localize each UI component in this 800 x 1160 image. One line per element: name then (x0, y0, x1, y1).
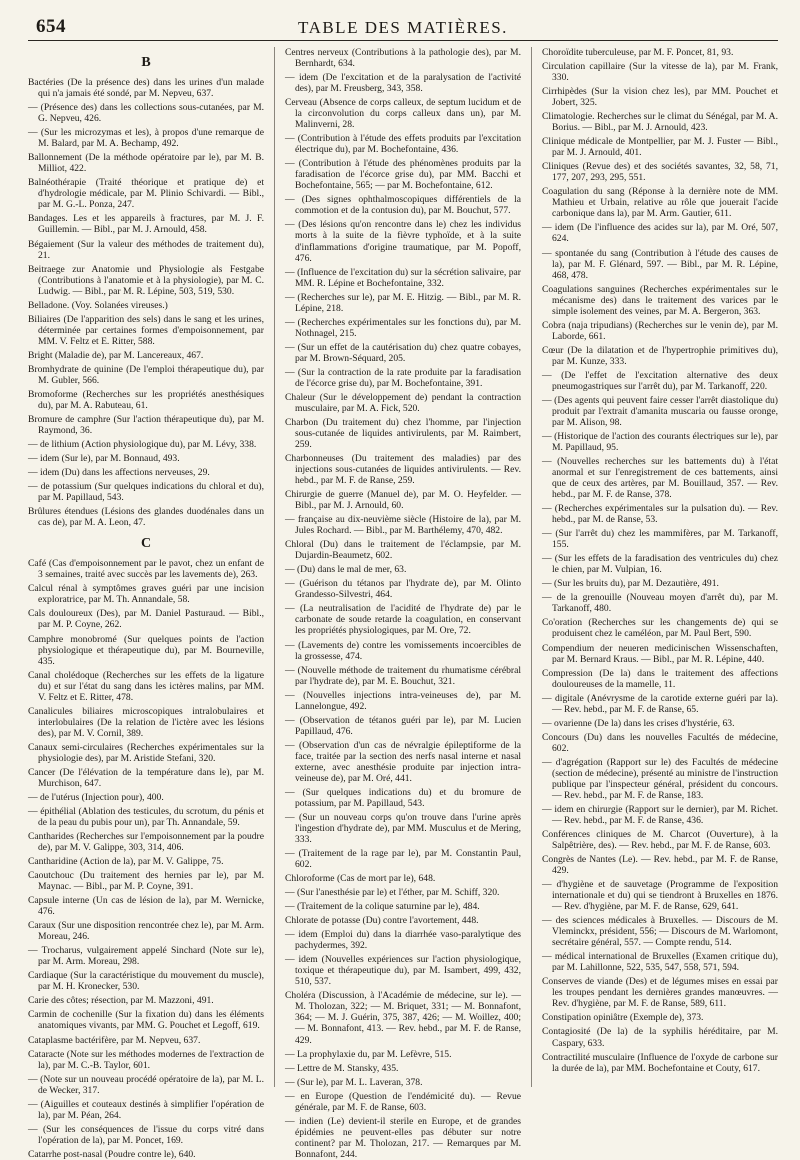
index-entry: — (Aiguilles et couteaux destinés à simplifier l'opération de la), par M. Péan, 264. (28, 1098, 264, 1121)
index-entry: — idem (De l'excitation et de la paralysation de l'activité des), par M. Freusberg, 343, 358. (285, 72, 521, 95)
index-entry: Choléra (Discussion, à l'Académie de médecine, sur le). — M. Tholozan, 322; — M. Briquet, 331; — M. Bonnafont, 364; — M. J. Guérin, 375, 387, 426; — M. Woillez, 400; — M. Bonnafont, 413. — Rev. hebd., par M. F. de Ranse, 429. (285, 990, 521, 1046)
index-entry: — (Note sur un nouveau procédé opératoire de la), par M. L. de Wecker, 317. (28, 1073, 264, 1096)
index-entry: Compendium der neueren medicinischen Wissenschaften, par M. Bernard Kraus. — Bibl., par M. R. Lépine, 440. (542, 642, 778, 665)
index-entry: — (Lavements de) contre les vomissements incoercibles de la grossesse, 474. (285, 639, 521, 662)
index-entry: — idem (Sur le), par M. Bonnaud, 493. (28, 453, 180, 465)
index-entry: — (Recherches sur le), par M. E. Hitzig. — Bibl., par M. R. Lépine, 218. (285, 291, 521, 314)
page-number: 654 (36, 16, 66, 37)
index-entry: — digitale (Anévrysme de la carotide externe guéri par la). — Rev. hebd., par M. F. de Ranse, 65. (542, 692, 778, 715)
index-entry: — de lithium (Action physiologique du), par M. Lévy, 338. (28, 439, 257, 450)
index-entry: — (Présence des) dans les collections sous-cutanées, par M. G. Nepveu, 426. (28, 102, 264, 125)
index-entry: Clinique médicale de Montpellier, par M. J. Fuster — Bibl., par M. J. Arnould, 401. (542, 136, 778, 159)
index-entry: — (Nouvelles recherches sur les battements du) à l'état anormal et sur l'enregistrement de ces battements, ainsi que de ceux des artères, par M. Bouillaud, 357. — Rev. hebd., par M. F. de Ranse, 378. (542, 456, 778, 501)
index-entry: — idem en chirurgie (Rapport sur le dernier), par M. Richet. — Rev. hebd., par M. F. de Ranse, 436. (542, 803, 778, 826)
index-entry: — (Des agents qui peuvent faire cesser l'arrêt diastolique du) produit par l'extrait d'amanita muscaria ou fausse oronge, par M. Alison, 98. (542, 394, 778, 428)
index-entry: Chaleur (Sur le développement de) pendant la contraction musculaire, par M. A. Fick, 520. (285, 391, 521, 414)
index-entry: — (Observation de tétanos guéri par le), par M. Lucien Papillaud, 476. (285, 714, 521, 737)
index-column-2 (285, 47, 521, 1160)
index-entry: Canal cholédoque (Recherches sur les effets de la ligature du) et sur l'état du sang dans les ictères malins, par MM. V. Feltz et E. Ritter, 478. (28, 669, 264, 703)
index-entry: Contractilité musculaire (Influence de l'oxyde de carbone sur la durée de la), par MM. Bochefontaine et Couty, 617. (542, 1051, 778, 1074)
index-entry: Conférences cliniques de M. Charcot (Ouverture), à la Salpêtrière, des). — Rev. hebd., par M. F. de Ranse, 603. (542, 828, 778, 851)
index-entry: — (Sur un effet de la cautérisation du) chez quatre cobayes, par M. Brown-Séquard, 205. (285, 341, 521, 364)
index-entry: Bromhydrate de quinine (De l'emploi thérapeutique du), par M. Gubler, 566. (28, 363, 264, 386)
index-entry: — d'agrégation (Rapport sur le) des Facultés de médecine (section de médecine), présenté au ministre de l'instruction publique par l'inspecteur général, président du concours. — Rev. hebd., par M. F. de Ranse, 183. (542, 756, 778, 801)
index-entry: — (Des signes ophthalmoscopiques différentiels de la commotion et de la contusion du), par M. Bouchut, 577. (285, 194, 521, 217)
index-entry: Beitraege zur Anatomie und Physiologie als Festgabe (Contributions à l'anatomie et à la physiologie), par M. C. Ludwig. — Bibl., par M. R. Lépine, 503, 519, 530. (28, 263, 264, 297)
index-entry: — (La neutralisation de l'acidité de l'hydrate de) par le carbonate de soude retarde la coagulation, en conservant les propriétés physiologiques, par M. Ore, 72. (285, 603, 521, 637)
index-entry: Caraux (Sur une disposition rencontrée chez le), par M. Arm. Moreau, 246. (28, 920, 264, 943)
index-entry: — de l'utérus (Injection pour), 400. (28, 791, 164, 803)
index-entry: Contagiosité (De la) de la syphilis héréditaire, par M. Caspary, 633. (542, 1026, 778, 1049)
index-entry: — d'hygiène et de sauvetage (Programme de l'exposition internationale et du) qui se tiendront à Bruxelles en 1876. — Rev. d'hygiène, par M. F. de Ranse, 629, 641. (542, 879, 778, 913)
index-entry: Cœur (De la dilatation et de l'hypertrophie primitives du), par M. Kunze, 333. (542, 344, 778, 367)
index-entry: — (Sur l'arrêt du) chez les mammifères, par M. Tarkanoff, 155. (542, 528, 778, 551)
index-entry: — (Sur quelques indications du) et du bromure de potassium, par M. Papillaud, 543. (285, 786, 521, 809)
index-entry: Compression (De la) dans le traitement des affections douloureuses de la mamelle, 11. (542, 667, 778, 690)
index-entry: Centres nerveux (Contributions à la pathologie des), par M. Bernhardt, 634. (285, 47, 521, 70)
index-entry: Bactéries (De la présence des) dans les urines d'un malade qui n'a jamais été sondé, par M. Nepveu, 637. (28, 77, 264, 100)
index-column-1 (28, 47, 264, 1160)
index-entry: — idem (Du) dans les affections nerveuses, 29. (28, 467, 210, 479)
index-entry: Biliaires (De l'apparition des sels) dans le sang et les urines, déterminée par certaines formes d'empoisonnement, par MM. V. Feltz et E. Ritter, 588. (28, 313, 264, 347)
index-entry: Choroïdite tuberculeuse, par M. F. Poncet, 81, 93. (542, 47, 734, 58)
index-entry: Balnéothérapie (Traité théorique et pratique de) et d'hydrologie médicale, par M. Plinio Schivardi. — Bibl., par M. G.-L. Ponza, 247. (28, 177, 264, 211)
index-entry: Carie des côtes; résection, par M. Mazzoni, 491. (28, 995, 214, 1007)
index-entry: Concours (Du) dans les nouvelles Facultés de médecine, 602. (542, 731, 778, 754)
index-entry: Cerveau (Absence de corps calleux, de septum lucidum et de la circonvolution du corps calleux dans un), par M. Malinverni, 28. (285, 97, 521, 131)
index-entry: Cobra (naja tripudians) (Recherches sur le venin de), par M. Laborde, 661. (542, 319, 778, 342)
letter-heading: B (141, 55, 151, 70)
index-entry: — (Sur le), par M. L. Laveran, 378. (285, 1076, 423, 1088)
index-entry: — française au dix-neuvième siècle (Histoire de la), par M. Jules Rochard. — Bibl., par M. Barthélemy, 470, 482. (285, 514, 521, 537)
index-entry: Chloroforme (Cas de mort par le), 648. (285, 873, 436, 885)
index-entry: Chlorate de potasse (Du) contre l'avortement, 448. (285, 915, 479, 927)
index-entry: Cantharidine (Action de la), par M. V. Galippe, 75. (28, 856, 224, 868)
index-entry: Conserves de viande (Des) et de légumes mises en essai par les troupes pendant les dernières grandes manœuvres. — Rev. d'hygiène, par M. F. de Ranse, 589, 611. (542, 976, 778, 1010)
index-entry: — (Observation d'un cas de névralgie épileptiforme de la face, traitée par la section des nerfs nasal interne et nasal externe, avec anesthésie produite par injection intra-veineuse de), par M. Oré, 441. (285, 739, 521, 784)
index-entry: Capsule interne (Un cas de lésion de la), par M. Wernicke, 476. (28, 895, 264, 918)
index-entry: Co'oration (Recherches sur les changements de) qui se produisent chez le caméléon, par M. Paul Bert, 590. (542, 617, 778, 640)
index-entry: — en Europe (Question de l'endémicité du). — Revue générale, par M. F. de Ranse, 603. (285, 1090, 521, 1113)
index-entry: — ovarienne (De la) dans les crises d'hystérie, 63. (542, 717, 735, 729)
index-entry: — (De l'effet de l'excitation alternative des deux pneumogastriques sur l'arrêt du), par M. Tarkanoff, 220. (542, 369, 778, 392)
index-entry: — La prophylaxie du, par M. Lefèvre, 515. (285, 1048, 452, 1060)
index-entry: Calcul rénal à symptômes graves guéri par une incision exploratrice, par M. Th. Annandale, 58. (28, 583, 264, 606)
index-entry: — des sciences médicales à Bruxelles. — Discours de M. Vleminckx, président, 556; — Discours de M. Warlomont, secrétaire général, 557. — Compte rendu, 514. (542, 915, 778, 949)
column-divider (274, 47, 275, 1087)
column-divider (531, 47, 532, 1087)
index-entry: Charbonneuses (Du traitement des maladies) par des injections sous-cutanées de liquides antivirulents. — Rev. hebd., par M. F. de Ranse, 259. (285, 453, 521, 487)
index-entry: Congrès de Nantes (Le). — Rev. hebd., par M. F. de Ranse, 429. (542, 854, 778, 877)
index-entry: Circulation capillaire (Sur la vitesse de la), par M. Frank, 330. (542, 61, 778, 84)
index-entry: — (Des lésions qu'on rencontre dans le) chez les individus morts à la suite de la fièvre typhoïde, et à la suite d'inflammations d'origine traumatique, par M. Popoff, 476. (285, 219, 521, 264)
index-entry: Bandages. Les et les appareils à fractures, par M. J. F. Guillemin. — Bibl., par M. J. Arnould, 458. (28, 213, 264, 236)
index-entry: Catarrhe post-nasal (Poudre contre le), 640. (28, 1148, 196, 1160)
index-entry: — (Traitement de la colique saturnine par le), 484. (285, 901, 480, 913)
index-entry: — (Sur la contraction de la rate produite par la faradisation de l'écorce grise du), par M. Bochefontaine, 391. (285, 366, 521, 389)
running-title: TABLE DES MATIÈRES. (298, 18, 508, 37)
index-entry: Cancer (De l'élévation de la température dans le), par M. Murchison, 647. (28, 766, 264, 789)
index-entry: Climatologie. Recherches sur le climat du Sénégal, par M. A. Borius. — Bibl., par M. J. Arnould, 423. (542, 111, 778, 134)
index-entry: Coagulations sanguines (Recherches expérimentales sur le mécanisme des) dans le traitement des varices par le simple isolement des veines, par M. A. Bergeron, 363. (542, 283, 778, 317)
index-entry: — (Sur les effets de la faradisation des ventricules du) chez le chien, par M. Vulpian, 16. (542, 553, 778, 576)
index-entry: Caoutchouc (Du traitement des hernies par le), par M. Maynac. — Bibl., par M. P. Coyne, 391. (28, 870, 264, 893)
index-entry: Ballonnement (De la méthode opératoire par le), par M. B. Milliot, 422. (28, 152, 264, 175)
index-entry: Camphre monobromé (Sur quelques points de l'action physiologique et thérapeutique du), par M. Bourneville, 435. (28, 633, 264, 667)
index-entry: Cals douloureux (Des), par M. Daniel Pasturaud. — Bibl., par M. P. Coyne, 262. (28, 608, 264, 631)
index-entry: — (Recherches expérimentales sur la pulsation du). — Rev. hebd., par M. de Ranse, 53. (542, 503, 778, 526)
index-entry: — idem (Emploi du) dans la diarrhée vaso-paralytique des pachydermes, 392. (285, 929, 521, 952)
index-entry: — médical international de Bruxelles (Examen critique du), par M. Lahillonne, 522, 535, 547, 558, 571, 594. (542, 951, 778, 974)
index-entry: — (Sur l'anesthésie par le) et l'éther, par M. Schiff, 320. (285, 887, 500, 899)
index-entry: — Trocharus, vulgairement appelé Sinchard (Note sur le), par M. Arm. Moreau, 298. (28, 945, 264, 968)
index-entry: Canaux semi-circulaires (Recherches expérimentales sur la physiologie des), par M. Aristide Stefani, 320. (28, 741, 264, 764)
index-entry: — (Recherches expérimentales sur les fonctions du), par M. Nothnagel, 215. (285, 316, 521, 339)
index-entry: — (Guérison du tétanos par l'hydrate de), par M. Olinto Grandesso-Silvestri, 464. (285, 578, 521, 601)
index-entry: Constipation opiniâtre (Exemple de), 373. (542, 1012, 704, 1024)
index-entry: — indien (Le) devient-il sterile en Europe, et de grandes épidémies ne peuvent-elles pas débuter sur notre continent? par M. Tholozan, 217. — Remarques par M. Bonnafont, 244. (285, 1115, 521, 1160)
index-entry: Bégaiement (Sur la valeur des méthodes de traitement du), 21. (28, 238, 264, 261)
page-header (28, 14, 778, 41)
index-entry: — (Sur un nouveau corps qu'on trouve dans l'urine après l'ingestion d'hydrate de), par MM. Musculus et de Mering, 333. (285, 811, 521, 845)
index-entry: Brûlures étendues (Lésions des glandes duodénales dans un cas de), par M. A. Leon, 47. (28, 506, 264, 529)
index-entry: Cliniques (Revue des) et des sociétés savantes, 32, 58, 71, 177, 207, 293, 295, 551. (542, 161, 778, 184)
index-entry: Cataplasme bactérifère, par M. Nepveu, 637. (28, 1034, 201, 1046)
index-entry: — de la grenouille (Nouveau moyen d'arrêt du), par M. Tarkanoff, 480. (542, 592, 778, 615)
index-entry: — (Sur les bruits du), par M. Dezautière, 491. (542, 578, 719, 590)
index-entry: — (Du) dans le mal de mer, 63. (285, 564, 407, 576)
letter-heading: C (140, 536, 152, 552)
index-entry: Bromure de camphre (Sur l'action thérapeutique du), par M. Raymond, 36. (28, 413, 264, 436)
index-entry: — épithélial (Ablation des testicules, du scrotum, du pénis et de la peau du pubis pour un), par Th. Annandale, 59. (28, 805, 264, 828)
index-entry: Chloral (Du) dans le traitement de l'éclampsie, par M. Dujardin-Beaumetz, 602. (285, 539, 521, 562)
index-entry: Bright (Maladie de), par M. Lancereaux, 467. (28, 349, 204, 361)
index-entry: Canalicules biliaires microscopiques intralobulaires et interlobulaires (De la relation de l'ictère avec les lésions des), par M. V. Cornil, 389. (28, 705, 264, 739)
index-entry: — (Historique de l'action des courants électriques sur le), par M. Papillaud, 95. (542, 430, 778, 453)
index-entry: Charbon (Du traitement du) chez l'homme, par l'injection sous-cutanée de liquides antivirulents, par M. Raimbert, 259. (285, 416, 521, 450)
index-entry: — (Contribution à l'étude des effets produits par l'excitation électrique du), par M. Bochefontaine, 436. (285, 133, 521, 156)
index-entry: — idem (De l'influence des acides sur la), par M. Oré, 507, 624. (542, 222, 778, 245)
index-entry: — Lettre de M. Stansky, 435. (285, 1062, 399, 1074)
index-entry: — (Nouvelles injections intra-veineuses de), par M. Lannelongue, 492. (285, 689, 521, 712)
index-entry: Cantharides (Recherches sur l'empoisonnement par la poudre de), par M. V. Galippe, 303, 314, 406. (28, 831, 264, 854)
index-entry: — (Sur les microzymas et les), à propos d'une remarque de M. Balard, par M. A. Bechamp, 492. (28, 127, 264, 150)
index-columns (28, 47, 778, 1160)
index-entry: Belladone. (Voy. Solanées vireuses.) (28, 299, 168, 311)
index-entry: Bromoforme (Recherches sur les propriétés anesthésiques du), par M. A. Rabuteau, 61. (28, 388, 264, 411)
index-entry: — idem (Nouvelles expériences sur l'action physiologique, toxique et thérapeutique du), par M. Isambert, 499, 432, 510, 537. (285, 954, 521, 988)
index-entry: Cirrhipèdes (Sur la vision chez les), par MM. Pouchet et Jobert, 325. (542, 86, 778, 109)
index-entry: Chirurgie de guerre (Manuel de), par M. O. Heyfelder. — Bibl., par M. J. Arnould, 60. (285, 489, 521, 512)
index-entry: — (Nouvelle méthode de traitement du rhumatisme cérébral par l'hydrate de), par M. E. Bouchut, 321. (285, 664, 521, 687)
index-entry: Cataracte (Note sur les méthodes modernes de l'extraction de la), par M. C.-B. Taylor, 601. (28, 1048, 264, 1071)
index-entry: — spontanée du sang (Contribution à l'étude des causes de la), par M. F. Glénard, 597. — Bibl., par M. R. Lépine, 468, 478. (542, 247, 778, 281)
index-entry: Coagulation du sang (Réponse à la dernière note de MM. Mathieu et Urbain, relative au rôle que jouerait l'acide carbonique dans la), par M. Arm. Gautier, 611. (542, 186, 778, 220)
index-column-3 (542, 47, 778, 1087)
index-entry: Cardiaque (Sur la caractéristique du mouvement du muscle), par M. H. Kronecker, 530. (28, 970, 264, 993)
index-entry: — de potassium (Sur quelques indications du chloral et du), par M. Papillaud, 543. (28, 481, 264, 504)
index-entry: — (Contribution à l'étude des phénomènes produits par la faradisation de l'écorce grise du), par MM. Bacchi et Bochefontaine, 565; — par M. Bochefontaine, 612. (285, 158, 521, 192)
index-entry: Café (Cas d'empoisonnement par le pavot, chez un enfant de 3 semaines, traité avec succès par les lavements de), 263. (28, 558, 264, 581)
index-entry: Carmin de cochenille (Sur la fixation du) dans les éléments anatomiques vivants, par MM. G. Pouchet et Legoff, 619. (28, 1009, 264, 1032)
index-entry: — (Traitement de la rage par le), par M. Constantin Paul, 602. (285, 848, 521, 871)
index-entry: — (Sur les conséquences de l'issue du corps vitré dans l'opération de la), par M. Poncet, 169. (28, 1123, 264, 1146)
index-entry: — (Influence de l'excitation du) sur la sécrétion salivaire, par MM. R. Lépine et Bochefontaine, 332. (285, 266, 521, 289)
